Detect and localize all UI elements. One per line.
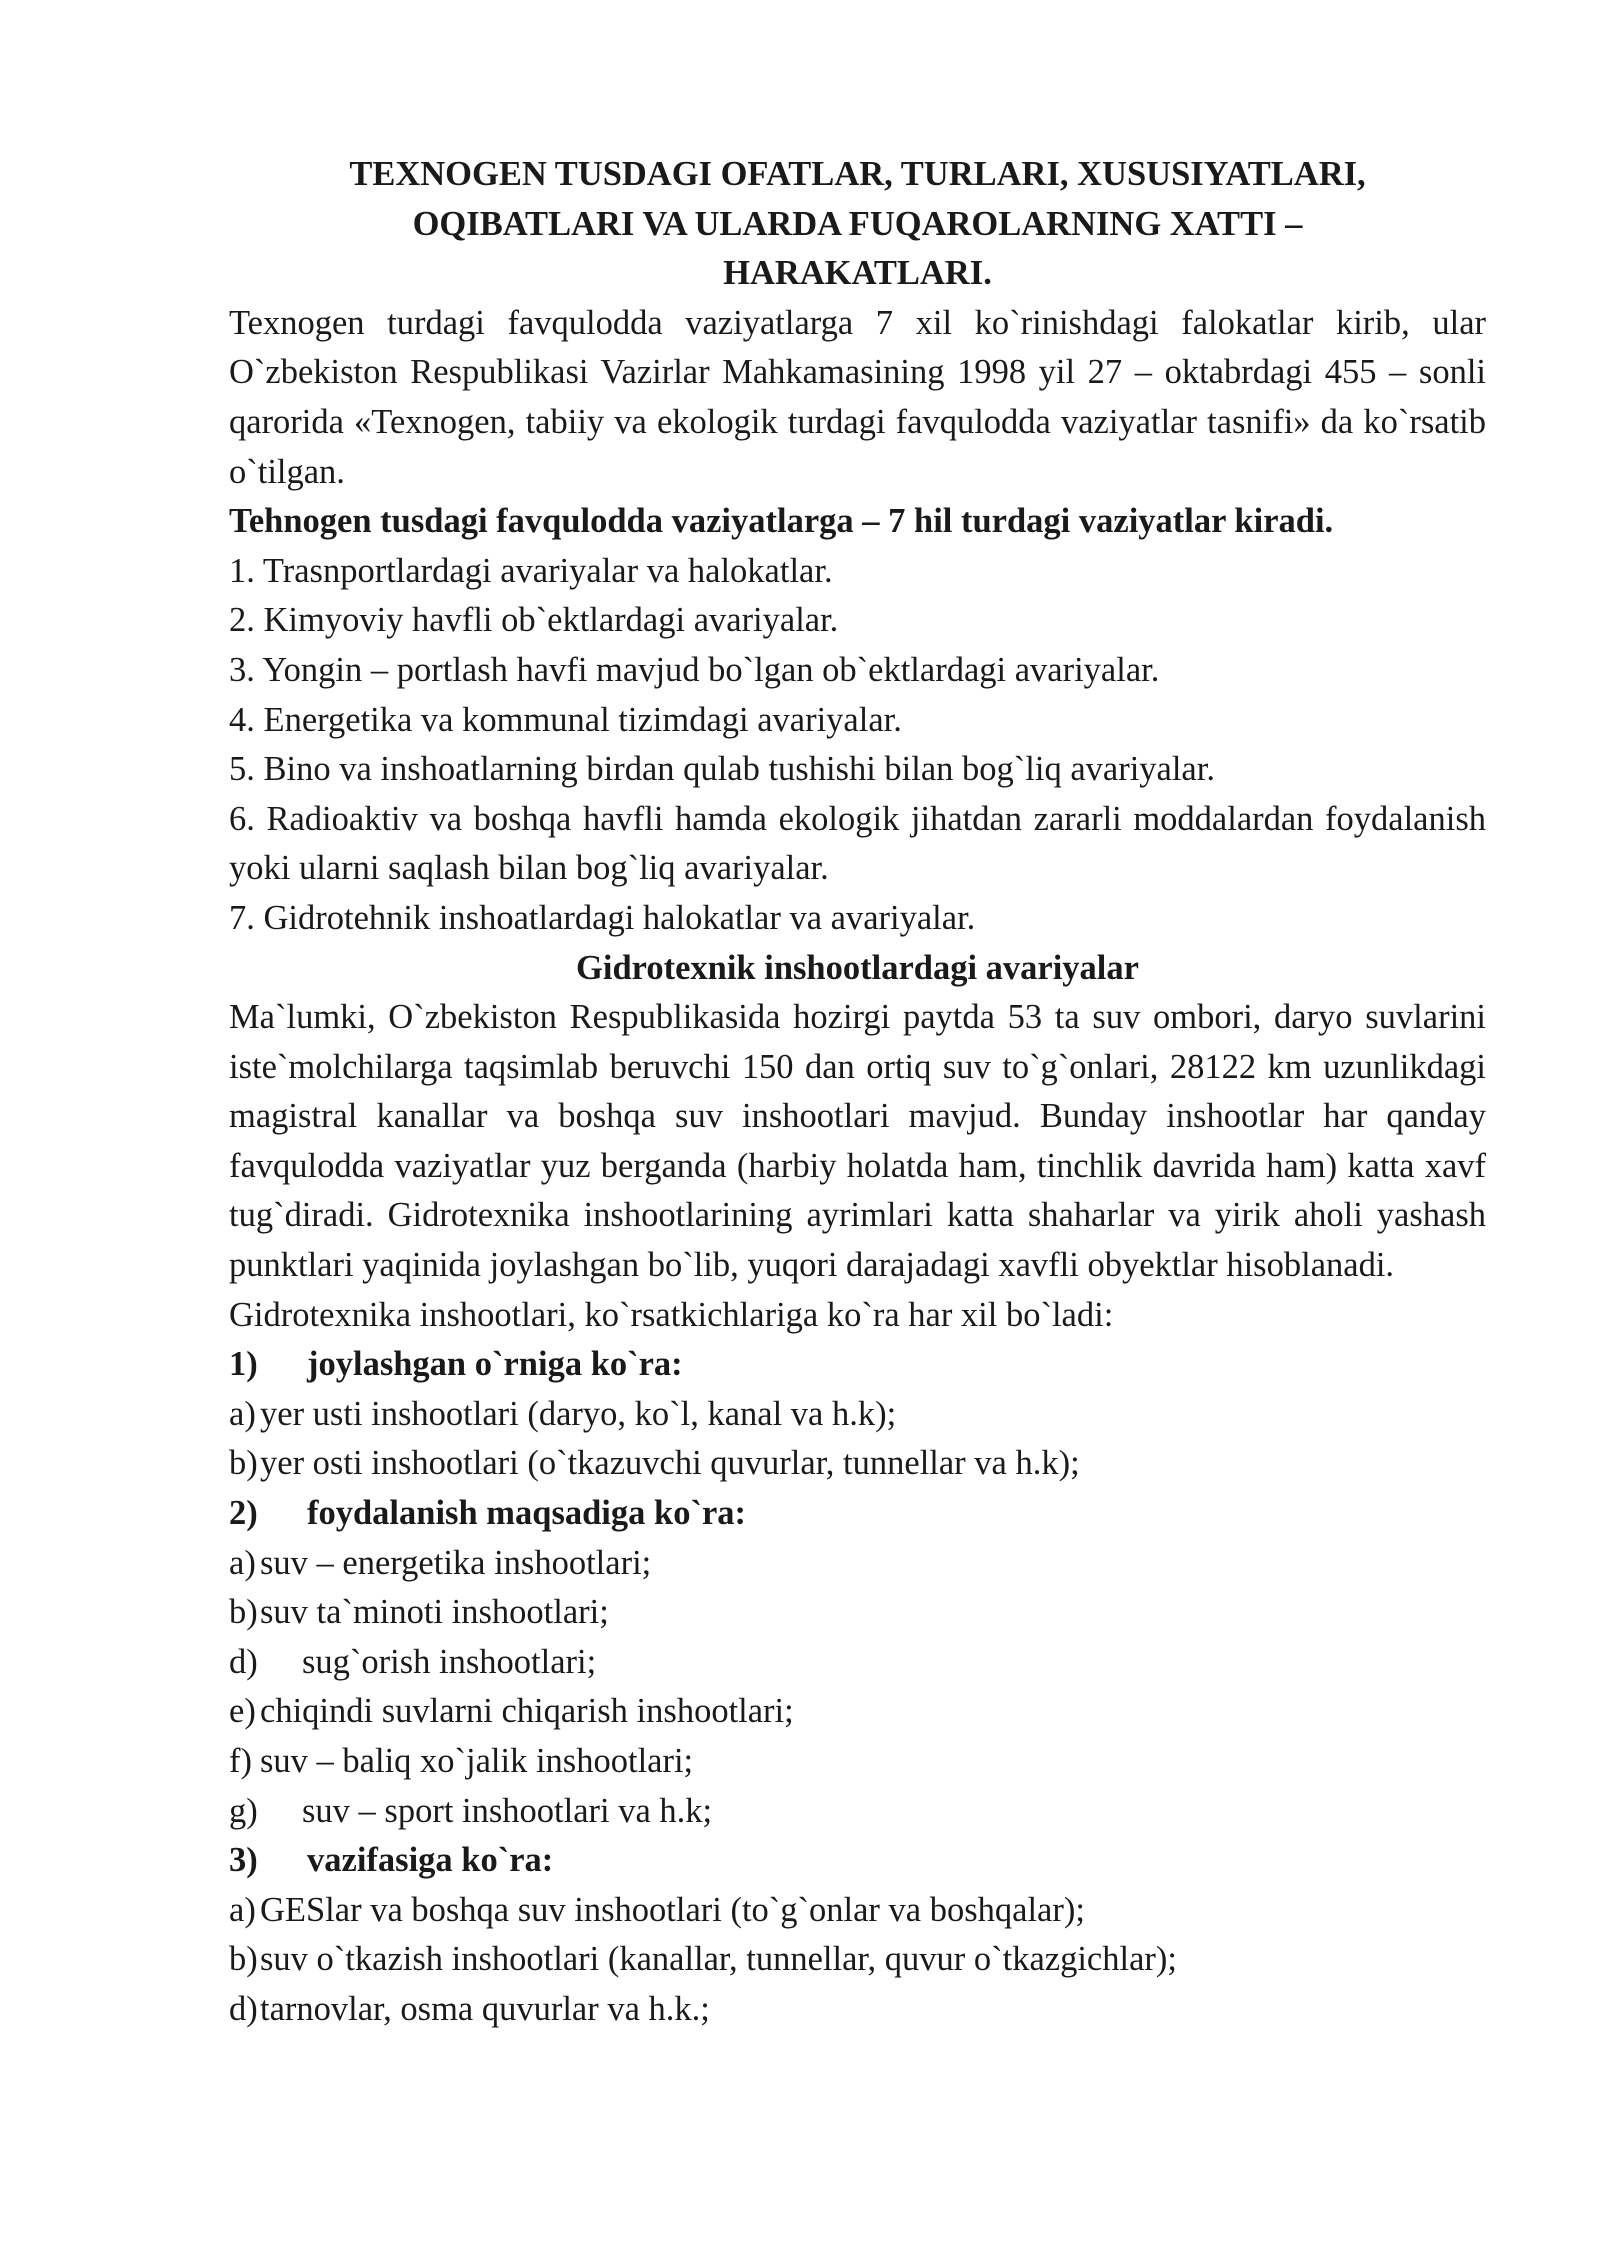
section-heading: Gidrotexnik inshootlardagi avariyalar [576, 948, 1139, 987]
group-number: 1) [229, 1345, 258, 1384]
sub-item [229, 1787, 1486, 1837]
sub-item-marker: e) [229, 1692, 256, 1731]
list-item: 1. Trasnportlardagi avariyalar va halokatlar. [229, 551, 833, 590]
section-paragraph: Ma`lumki, O`zbekiston Respublikasida hozirgi paytda 53 ta suv ombori, daryo suvlarini iste`molchilarga taqsimlab beruvchi 150 dan ortiq suv to`g`onlari, 28122 km uzunlikdagi magistral kanallar va boshqa suv inshootlari mavjud. Bunday inshootlar har qanday favqulodda vaziyatlar yuz berganda (harbiy holatda ham, tinchlik davrida ham) katta xavf tug`diradi. Gidrotexnika inshootlarining ayrimlari katta shaharlar va yirik aholi yashash punktlari yaqinida joylashgan bo`lib, yuqori darajadagi xavfli obyektlar hisoblanadi. [229, 998, 1486, 1285]
title-line-2: OQIBATLARI VA ULARDA FUQAROLARNING XATTI – [412, 204, 1303, 243]
sub-item-marker: f) [229, 1742, 252, 1780]
sub-item [229, 1985, 1486, 2035]
sub-item-text: tarnovlar, osma quvurlar va h.k.; [260, 1989, 710, 2028]
sub-item-text: yer usti inshootlari (daryo, ko`l, kanal va h.k); [260, 1394, 897, 1433]
sub-item-marker: a) [229, 1543, 256, 1582]
sub-item [229, 1588, 1486, 1638]
sub-item-text: suv ta`minoti inshootlari; [260, 1593, 609, 1632]
sub-item [229, 1737, 1486, 1787]
types-list [229, 547, 1486, 944]
sub-item-text: GESlar va boshqa suv inshootlari (to`g`onlar va boshqalar); [260, 1890, 1085, 1929]
sub-item [229, 1687, 1486, 1737]
group-number: 2) [229, 1494, 258, 1533]
sub-item-marker: d) [229, 1989, 258, 2028]
sub-item-marker: a) [229, 1394, 256, 1433]
list-item: 4. Energetika va kommunal tizimdagi avariyalar. [229, 700, 902, 739]
sub-item-text: suv o`tkazish inshootlari (kanallar, tunnellar, quvur o`tkazgichlar); [260, 1940, 1177, 1979]
group-heading [229, 1340, 1486, 1390]
sub-item [229, 1638, 1486, 1688]
sub-item-marker: b) [229, 1444, 258, 1483]
group-title: foydalanish maqsadiga ko`ra: [307, 1494, 746, 1533]
title-line-1: TEXNOGEN TUSDAGI OFATLAR, TURLARI, XUSUSIYATLARI, [349, 155, 1366, 193]
sub-item-marker: d) [229, 1642, 258, 1681]
document-title [229, 150, 1486, 299]
sub-item-marker: b) [229, 1593, 258, 1632]
sub-item-text: sug`orish inshootlari; [302, 1642, 597, 1681]
group-title: vazifasiga ko`ra: [307, 1841, 554, 1880]
sub-item-marker: b) [229, 1940, 258, 1979]
sub-item-text: suv – energetika inshootlari; [260, 1543, 652, 1582]
sub-item [229, 1390, 1486, 1440]
types-heading: Tehnogen tusdagi favqulodda vaziyatlarga – 7 hil turdagi vaziyatlar kiradi. [229, 502, 1334, 541]
sub-item-text: yer osti inshootlari (o`tkazuvchi quvurlar, tunnellar va h.k); [260, 1444, 1080, 1483]
sub-item-marker: a) [229, 1890, 256, 1929]
list-item: 2. Kimyoviy havfli ob`ektlardagi avariyalar. [229, 601, 839, 640]
sub-item [229, 1935, 1486, 1985]
list-item: 6. Radioaktiv va boshqa havfli hamda ekologik jihatdan zararli moddalardan foydalanish yoki ularni saqlash bilan bog`liq avariyalar. [229, 799, 1486, 888]
sub-item-text: chiqindi suvlarni chiqarish inshootlari; [260, 1692, 794, 1731]
group-heading [229, 1836, 1486, 1886]
title-line-3: HARAKATLARI. [723, 254, 992, 293]
list-item: 7. Gidrotehnik inshoatlardagi halokatlar va avariyalar. [229, 898, 976, 937]
sub-item [229, 1539, 1486, 1589]
sub-item-text: suv – sport inshootlari va h.k; [302, 1791, 713, 1830]
sub-item [229, 1886, 1486, 1936]
sub-item-text: suv – baliq xo`jalik inshootlari; [260, 1742, 694, 1780]
list-item: 5. Bino va inshoatlarning birdan qulab tushishi bilan bog`liq avariyalar. [229, 750, 1215, 789]
group-heading [229, 1489, 1486, 1539]
sub-item-marker: g) [229, 1791, 258, 1830]
classification-intro: Gidrotexnika inshootlari, ko`rsatkichlariga ko`ra har xil bo`ladi: [229, 1295, 1114, 1334]
intro-paragraph: Texnogen turdagi favqulodda vaziyatlarga 7 xil ko`rinishdagi falokatlar kirib, ular O`zbekiston Respublikasi Vazirlar Mahkamasining 1998 yil 27 – oktabrdagi 455 – sonli qarorida «Texnogen, tabiiy va ekologik turdagi favqulodda vaziyatlar tasnifi» da ko`rsatib o`tilgan. [229, 303, 1486, 491]
group-number: 3) [229, 1841, 258, 1880]
group-title: joylashgan o`rniga ko`ra: [307, 1345, 683, 1384]
document-page [229, 150, 1486, 2035]
list-item: 3. Yongin – portlash havfi mavjud bo`lgan ob`ektlardagi avariyalar. [229, 650, 1160, 689]
sub-item [229, 1439, 1486, 1489]
